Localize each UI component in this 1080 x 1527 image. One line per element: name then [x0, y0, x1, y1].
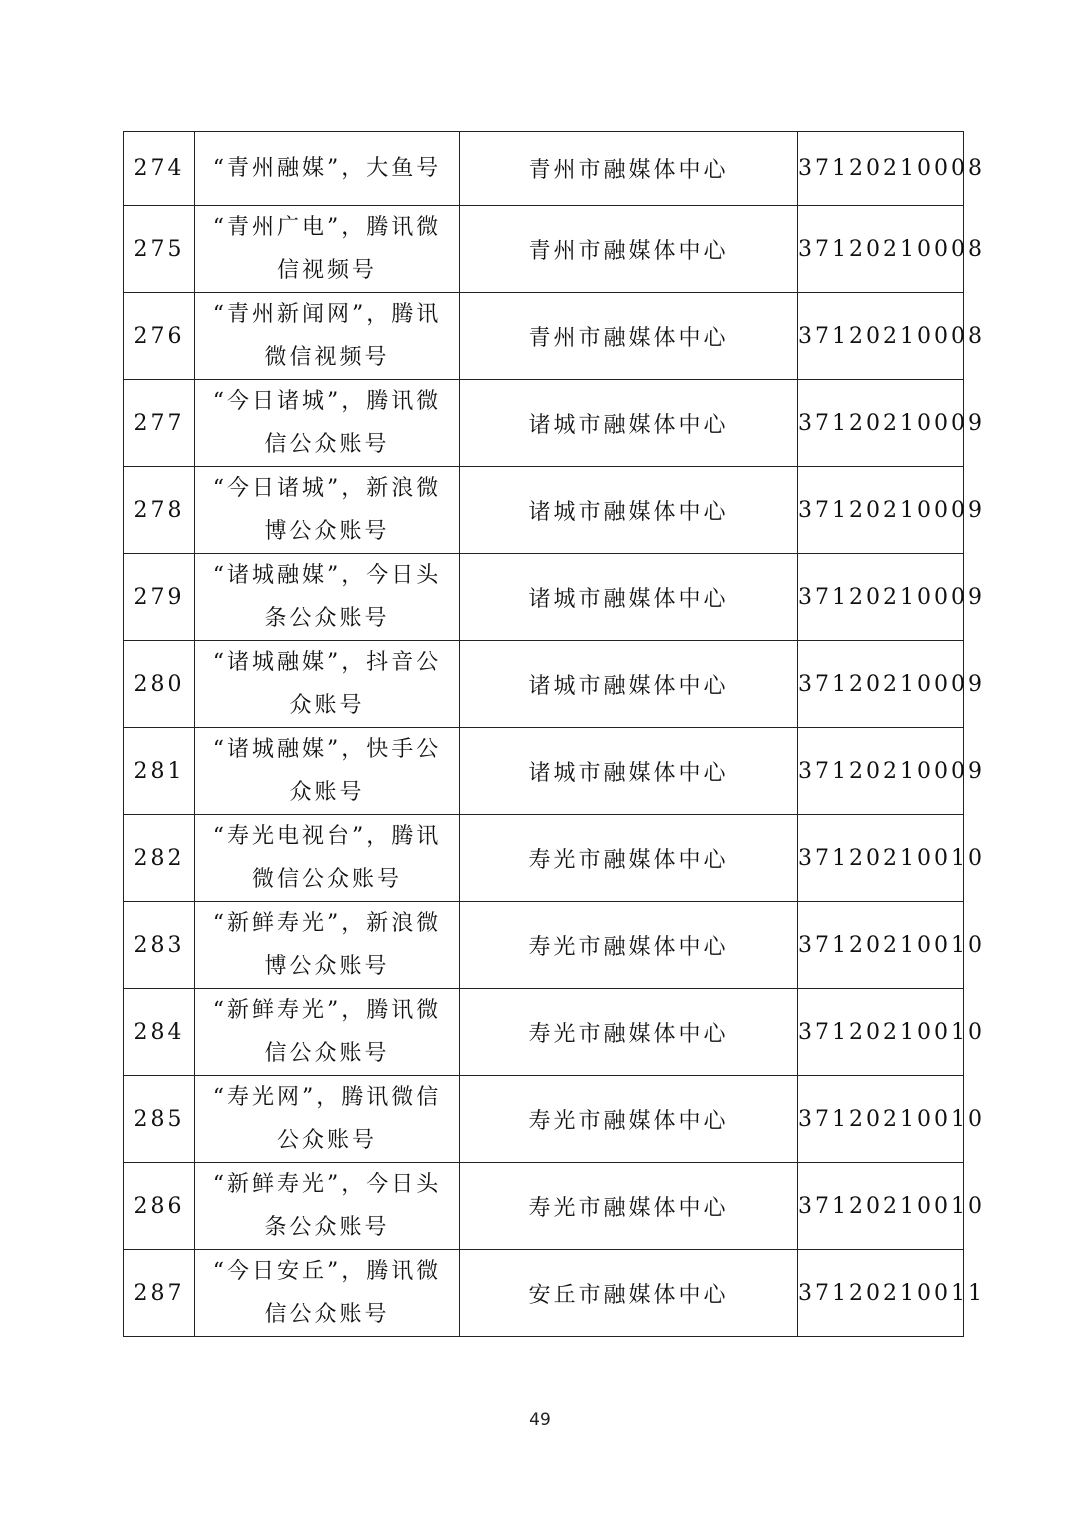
account-name-cell [195, 554, 460, 641]
account-name-text: “新鲜寿光”，今日头条公众账号 [212, 1172, 442, 1240]
account-name-cell [195, 902, 460, 989]
row-number-cell: 277 [124, 380, 195, 467]
account-name-cell [195, 1076, 460, 1163]
license-code-cell: 37120210010 [798, 1076, 964, 1163]
license-code-cell: 37120210010 [798, 1163, 964, 1250]
row-number-cell: 285 [124, 1076, 195, 1163]
row-number-cell: 280 [124, 641, 195, 728]
registry-table [123, 131, 985, 1337]
organization-cell: 寿光市融媒体中心 [460, 989, 798, 1076]
table-row [124, 641, 964, 728]
row-number-cell: 275 [124, 206, 195, 293]
account-name-text: “寿光电视台”，腾讯微信公众账号 [212, 824, 442, 892]
organization-cell: 诸城市融媒体中心 [460, 641, 798, 728]
account-name-cell [195, 728, 460, 815]
organization-cell: 安丘市融媒体中心 [460, 1250, 798, 1337]
account-name-cell [195, 293, 460, 380]
license-code-cell: 37120210010 [798, 902, 964, 989]
license-code-cell: 37120210009 [798, 380, 964, 467]
row-number-cell: 279 [124, 554, 195, 641]
row-number-cell: 282 [124, 815, 195, 902]
account-name-text: “诸城融媒”，快手公众账号 [212, 737, 442, 805]
organization-cell: 诸城市融媒体中心 [460, 554, 798, 641]
page-number: 49 [529, 1410, 551, 1430]
license-code-cell: 37120210008 [798, 293, 964, 380]
license-code-cell: 37120210010 [798, 815, 964, 902]
table-row [124, 293, 964, 380]
organization-cell: 寿光市融媒体中心 [460, 815, 798, 902]
table-row [124, 1250, 964, 1337]
table-row [124, 206, 964, 293]
account-name-text: “新鲜寿光”，腾讯微信公众账号 [212, 998, 442, 1066]
table-row [124, 815, 964, 902]
account-name-cell [195, 132, 460, 206]
organization-cell: 诸城市融媒体中心 [460, 380, 798, 467]
row-number-cell: 286 [124, 1163, 195, 1250]
organization-cell: 青州市融媒体中心 [460, 293, 798, 380]
account-name-cell [195, 1250, 460, 1337]
license-code-cell: 37120210009 [798, 554, 964, 641]
organization-cell: 寿光市融媒体中心 [460, 1163, 798, 1250]
account-name-text: “今日诸城”，新浪微博公众账号 [212, 476, 442, 544]
table-body [124, 132, 985, 1337]
row-number-cell: 281 [124, 728, 195, 815]
account-name-cell [195, 815, 460, 902]
account-name-text: “今日诸城”，腾讯微信公众账号 [212, 389, 442, 457]
license-code-cell: 37120210009 [798, 728, 964, 815]
account-name-text: “诸城融媒”，今日头条公众账号 [212, 563, 442, 631]
row-number-cell: 284 [124, 989, 195, 1076]
account-name-text: “青州广电”，腾讯微信视频号 [212, 215, 442, 283]
table-row [124, 467, 964, 554]
account-name-text: “青州新闻网”，腾讯微信视频号 [212, 302, 442, 370]
account-name-cell [195, 467, 460, 554]
account-name-cell [195, 1163, 460, 1250]
license-code-cell: 37120210009 [798, 467, 964, 554]
row-number-cell: 278 [124, 467, 195, 554]
license-code-cell: 37120210008 [798, 132, 964, 206]
table-row [124, 132, 964, 206]
account-name-text: “诸城融媒”，抖音公众账号 [212, 650, 442, 718]
account-name-text: “今日安丘”，腾讯微信公众账号 [212, 1259, 442, 1327]
organization-cell: 诸城市融媒体中心 [460, 467, 798, 554]
account-name-cell [195, 989, 460, 1076]
row-number-cell: 287 [124, 1250, 195, 1337]
account-name-text: “寿光网”，腾讯微信公众账号 [212, 1085, 442, 1153]
account-name-cell [195, 206, 460, 293]
account-name-cell [195, 641, 460, 728]
table-row [124, 1163, 964, 1250]
organization-cell: 青州市融媒体中心 [460, 132, 798, 206]
organization-cell: 诸城市融媒体中心 [460, 728, 798, 815]
account-name-cell [195, 380, 460, 467]
table-row [124, 1076, 964, 1163]
organization-cell: 青州市融媒体中心 [460, 206, 798, 293]
organization-cell: 寿光市融媒体中心 [460, 1076, 798, 1163]
table-row [124, 380, 964, 467]
account-name-text: “新鲜寿光”，新浪微博公众账号 [212, 911, 442, 979]
row-number-cell: 274 [124, 132, 195, 206]
organization-cell: 寿光市融媒体中心 [460, 902, 798, 989]
license-code-cell: 37120210010 [798, 989, 964, 1076]
license-code-cell: 37120210008 [798, 206, 964, 293]
license-code-cell: 37120210011 [798, 1250, 964, 1337]
table-row [124, 554, 964, 641]
table-row [124, 902, 964, 989]
account-name-text: “青州融媒”，大鱼号 [212, 156, 442, 181]
table-row [124, 989, 964, 1076]
license-code-cell: 37120210009 [798, 641, 964, 728]
table-row [124, 728, 964, 815]
row-number-cell: 276 [124, 293, 195, 380]
row-number-cell: 283 [124, 902, 195, 989]
